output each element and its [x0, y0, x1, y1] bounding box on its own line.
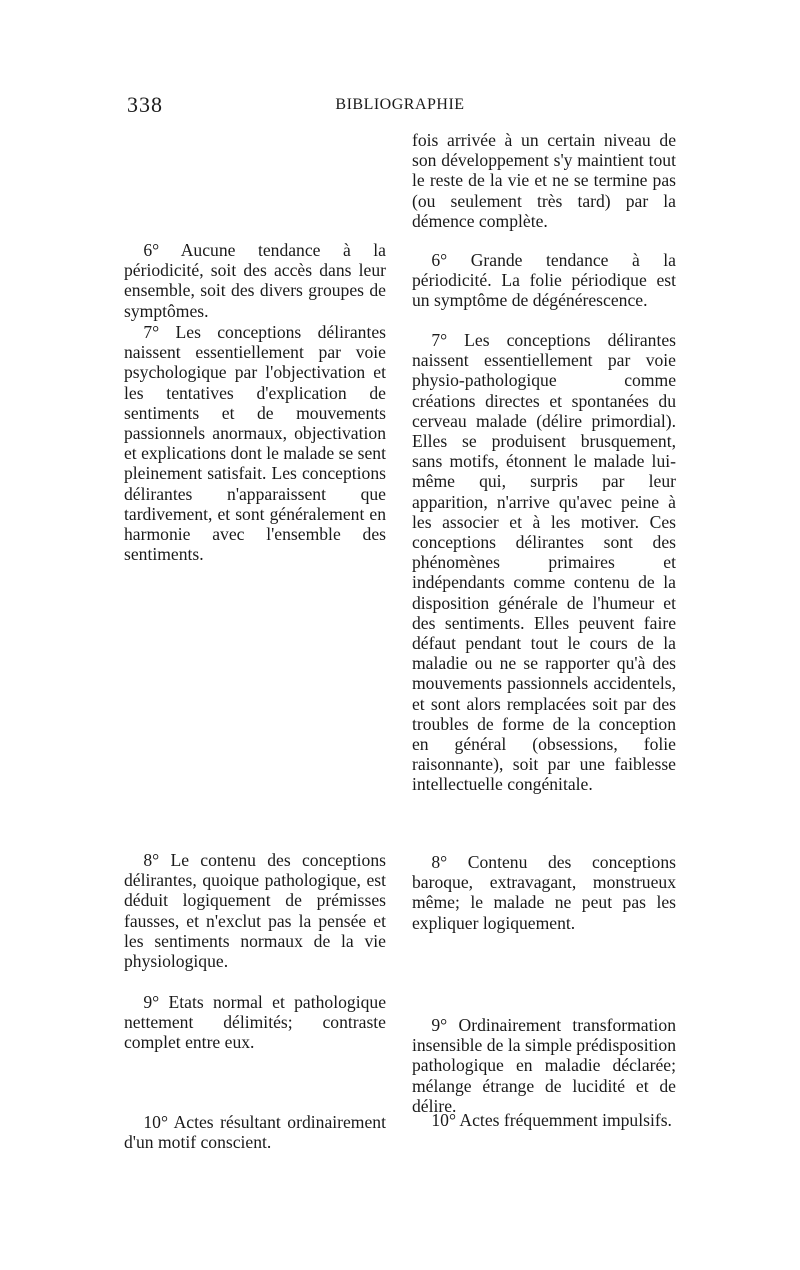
right-item-7: 7° Les conceptions délirantes naissent essentiellement par voie physio-pathologique comme créations directes et spontanées du cerveau malade (délire primordial). Elles se produisent brusquement, sans motifs, étonnent le malade lui-même qui, surpris par leur apparition, n'arrive qu'avec peine à les associer et à les motiver. Ces conceptions délirantes sont des phénomènes primaires et indépendants comme contenu de la disposition générale de l'humeur et des sentiments. Elles peuvent faire défaut pendant tout le cours de la maladie ou ne se rapporter qu'à des mouvements passionnels accidentels, et sont alors remplacées soit par des troubles de forme de la conception en général (obsessions, folie raisonnante), soit par une faiblesse intellectuelle congénitale. [412, 330, 676, 795]
right-item-8: 8° Contenu des conceptions baroque, extravagant, monstrueux même; le malade ne peut pas les expliquer logiquement. [412, 852, 676, 933]
left-item-6: 6° Aucune tendance à la périodicité, soit des accès dans leur ensemble, soit des divers groupes de symptômes. [124, 240, 386, 321]
running-title: BIBLIOGRAPHIE [335, 96, 465, 113]
right-item-5-continued: fois arrivée à un certain niveau de son développement s'y maintient tout le reste de la vie et ne se termine pas (ou seulement très tard) par la démence complète. [412, 130, 676, 231]
right-item-6: 6° Grande tendance à la périodicité. La folie périodique est un symptôme de dégénérescence. [412, 250, 676, 311]
left-item-8: 8° Le contenu des conceptions délirantes, quoique pathologique, est déduit logiquement de prémisses fausses, et n'exclut pas la pensée et les sentiments normaux de la vie physiologique. [124, 850, 386, 972]
left-item-7: 7° Les conceptions délirantes naissent essentiellement par voie psychologique par l'objectivation et les tentatives d'explication de sentiments et de mouvements passionnels anormaux, objectivation et explications dont le malade se sent pleinement satisfait. Les conceptions délirantes n'apparaissent que tardivement, et sont généralement en harmonie avec l'ensemble des sentiments. [124, 322, 386, 565]
right-item-9: 9° Ordinairement transformation insensible de la simple prédisposition pathologique en maladie déclarée; mélange étrange de lucidité et de délire. [412, 1015, 676, 1116]
left-item-10: 10° Actes résultant ordinairement d'un motif conscient. [124, 1112, 386, 1153]
page-header [0, 92, 800, 122]
left-item-9: 9° Etats normal et pathologique nettement délimités; contraste complet entre eux. [124, 992, 386, 1053]
right-item-10: 10° Actes fréquemment impulsifs. [431, 1110, 672, 1130]
page-number: 338 [127, 92, 163, 117]
